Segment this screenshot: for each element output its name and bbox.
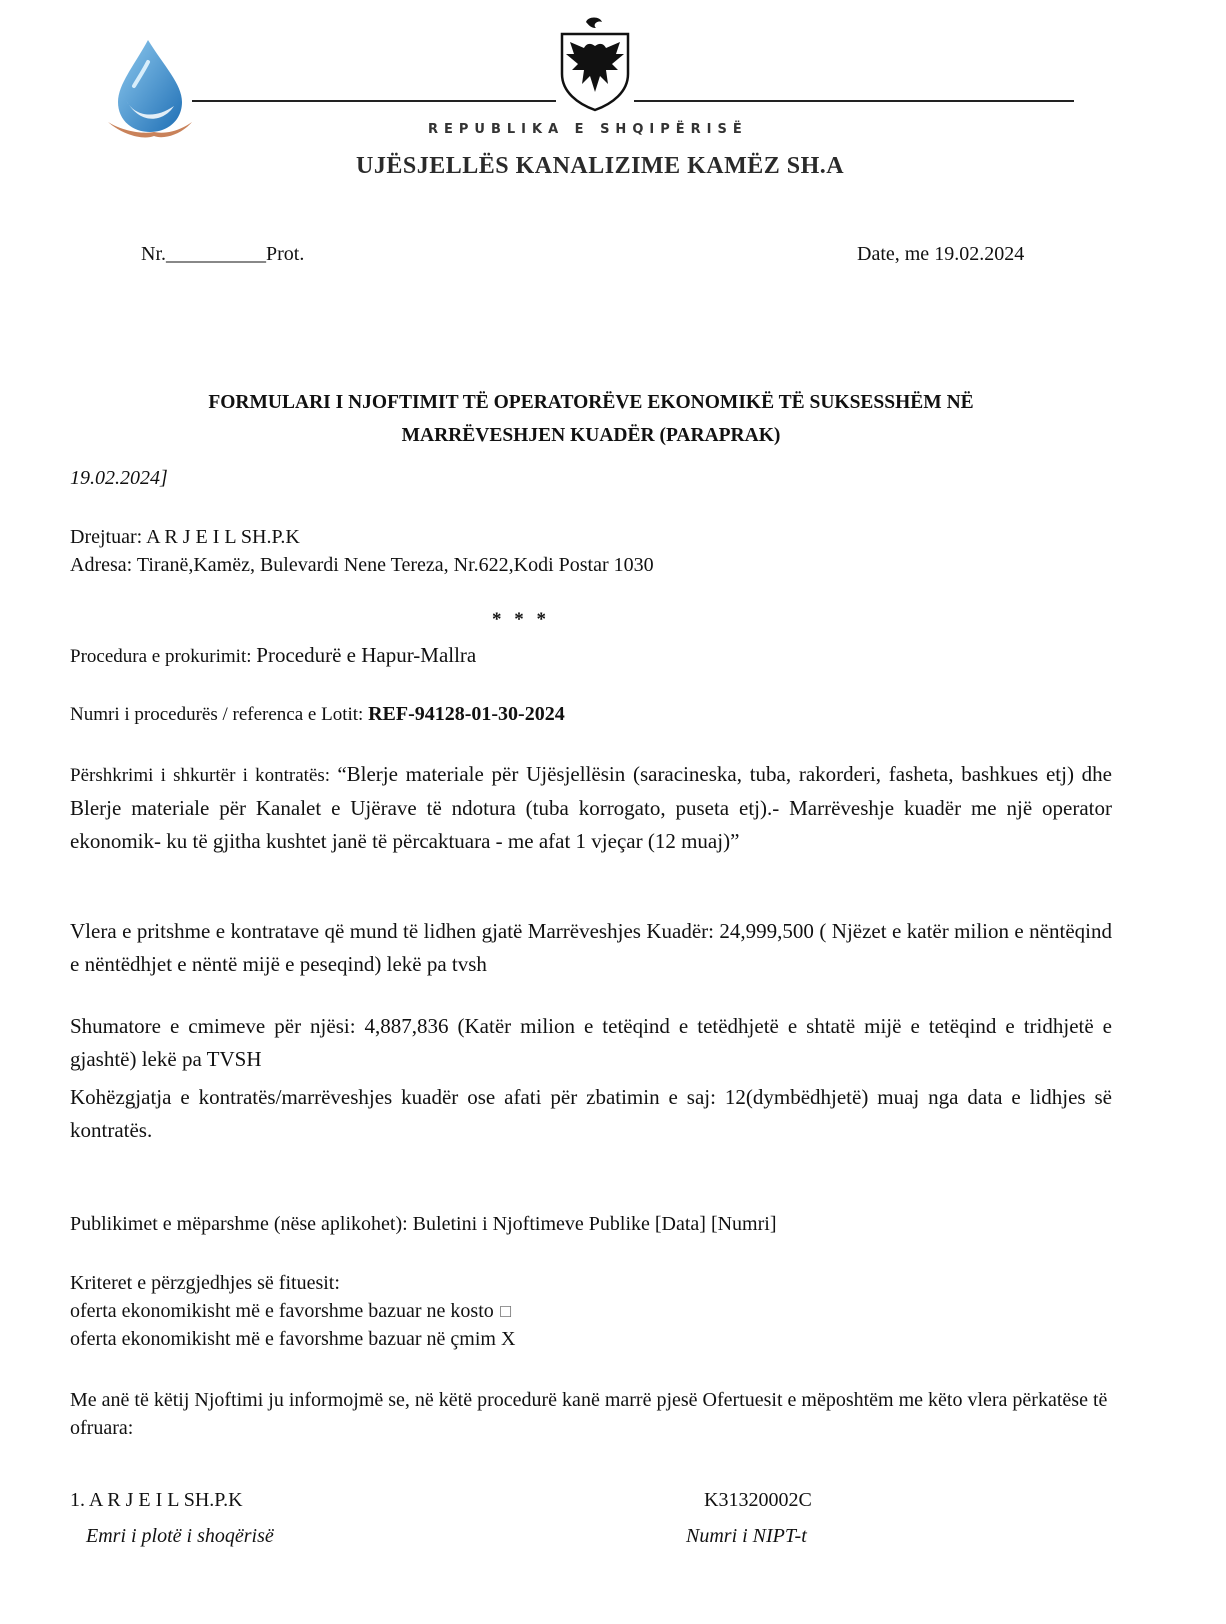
document-date: Date, me 19.02.2024 [857, 243, 1025, 265]
header-rule-right [634, 100, 1074, 102]
coat-of-arms-emblem [556, 14, 634, 112]
document-title-line1: FORMULARI I NJOFTIMIT TË OPERATORËVE EKONOMIKË TË SUKSESSHËM NË [208, 392, 974, 413]
date-bracket: 19.02.2024] [70, 467, 168, 489]
company-name: UJËSJELLËS KANALIZIME KAMËZ SH.A [356, 153, 845, 179]
header-rule-left [192, 100, 556, 102]
bidder-nipt-label: Numri i NIPT-t [686, 1525, 807, 1547]
description-label: Përshkrimi i shkurtër i kontratës: [70, 765, 338, 786]
section-separator: * * * [492, 609, 550, 630]
procedure-value: Procedurë e Hapur-Mallra [256, 643, 477, 667]
republic-subtitle: REPUBLIKA E SHQIPËRISË [428, 122, 748, 137]
criteria-heading: Kriteret e përzgjedhjes së fituesit: [70, 1272, 340, 1294]
criteria-option-cost [70, 1300, 512, 1323]
description-value: “Blerje materiale për Ujësjellësin (saracineska, tuba, rakorderi, fasheta, bashkues etj) dhe Blerje materiale për Kanalet e Ujërave të ndotura (tuba korrogato, puseta etj).- Marrëveshje kuadër me një operator ekonomik- ku të gjitha kushtet janë të përcaktuara - me afat 1 vjeçar (12 muaj)” [70, 762, 1112, 853]
reference-value: REF-94128-01-30-2024 [368, 703, 565, 725]
criteria-option-price: oferta ekonomikisht më e favorshme bazuar në çmim X [70, 1328, 516, 1350]
protocol-number: Nr.__________Prot. [141, 243, 305, 265]
unit-prices-total: Shumatore e cmimeve për njësi: 4,887,836 (Katër milion e tetëqind e tetëdhjetë e shtatë mijë e tetëqind e tridhjetë e gjashtë) lekë pa TVSH [70, 1014, 1112, 1071]
checkbox-icon: ☐ [498, 1303, 513, 1321]
reference-line [70, 703, 565, 726]
document-title-line2: MARRËVESHJEN KUADËR (PARAPRAK) [401, 425, 781, 446]
procedure-label: Procedura e prokurimit: [70, 646, 257, 667]
participants-notice: Me anë të këtij Njoftimi ju informojmë se, në këtë procedurë kanë marrë pjesë Ofertuesit e mëposhtëm me këto vlera përkatëse të ofruara: [70, 1389, 1108, 1439]
document-title [60, 386, 1122, 452]
contract-duration: Kohëzgjatja e kontratës/marrëveshjes kuadër ose afati për zbatimin e saj: 12(dymbëdhjetë) muaj nga data e lidhjes së kontratës. [70, 1085, 1112, 1142]
expected-value: Vlera e pritshme e kontratave që mund të lidhen gjatë Marrëveshjes Kuadër: 24,999,500 ( Njëzet e katër milion e nëntëqind e nëntëdhjet e nëntë mijë e peseqind) lekë pa tvsh [70, 919, 1112, 976]
bidder-nipt: K31320002C [704, 1489, 812, 1511]
previous-publications: Publikimet e mëparshme (nëse aplikohet): Buletini i Njoftimeve Publike [Data] [Numri] [70, 1213, 777, 1235]
criteria-option-cost-label: oferta ekonomikisht më e favorshme bazuar ne kosto [70, 1300, 494, 1322]
address-line: Adresa: Tiranë,Kamëz, Bulevardi Nene Tereza, Nr.622,Kodi Postar 1030 [70, 554, 654, 576]
bidder-name-label: Emri i plotë i shoqërisë [86, 1525, 274, 1547]
water-drop-logo [104, 36, 196, 144]
bidder-name: 1. A R J E I L SH.P.K [70, 1489, 243, 1511]
contract-description [70, 758, 1112, 858]
reference-label: Numri i procedurës / referenca e Lotit: [70, 704, 369, 725]
procedure-line [70, 643, 476, 668]
addressee-line: Drejtuar: A R J E I L SH.P.K [70, 526, 300, 548]
